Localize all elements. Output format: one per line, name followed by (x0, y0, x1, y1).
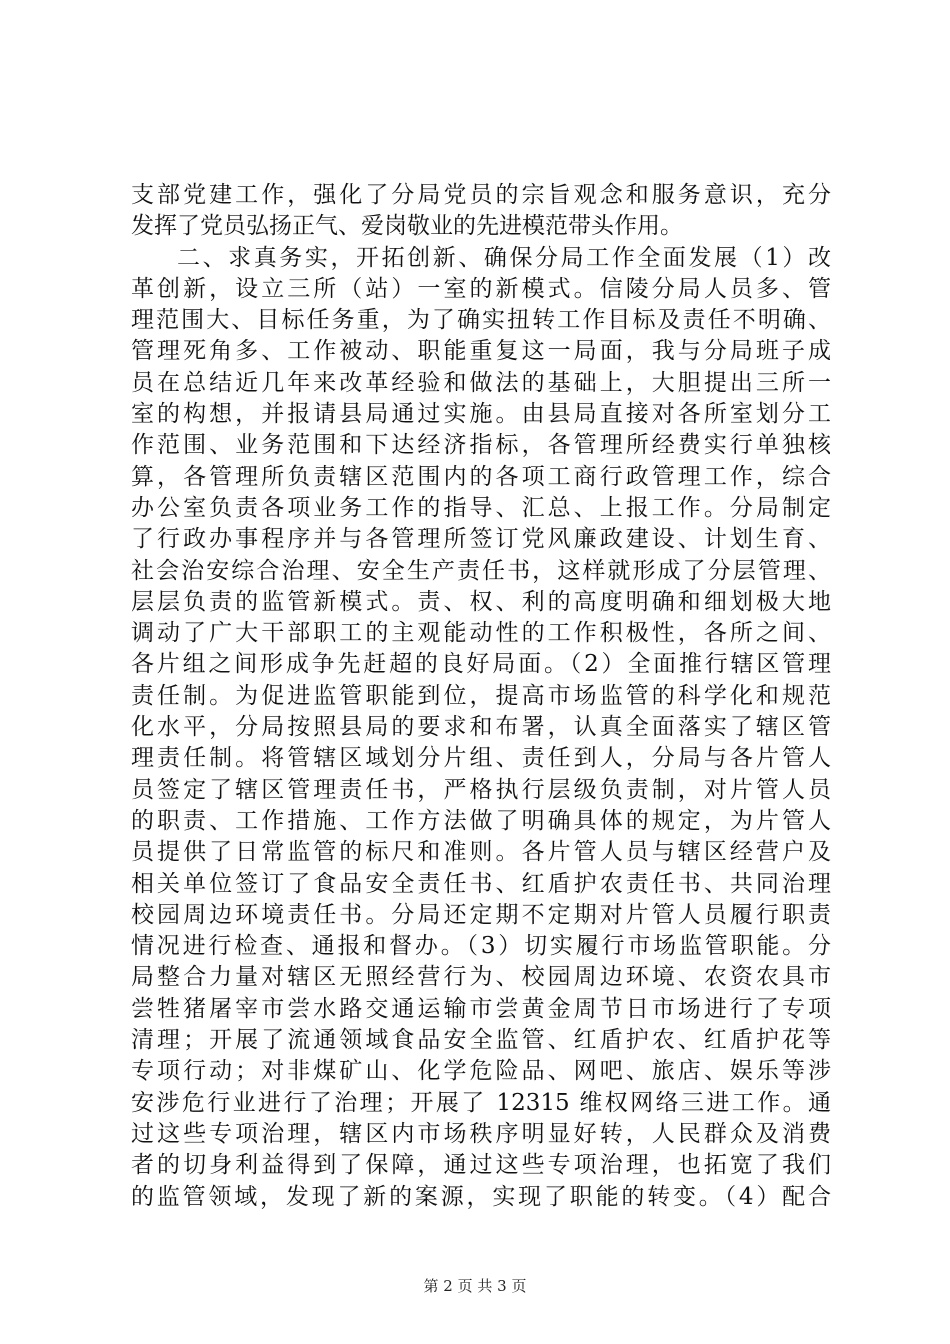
text-line: 清理；开展了流通领域食品安全监管、红盾护农、红盾护花等 (131, 1027, 831, 1054)
text-line: 二、求真务实，开拓创新、确保分局工作全面发展（1）改 (177, 244, 831, 271)
text-line: 尝牲猪屠宰市尝水路交通运输市尝黄金周节日市场进行了专项 (131, 995, 831, 1022)
text-line: 各片组之间形成争先赶超的良好局面。（2）全面推行辖区管理 (131, 651, 831, 678)
text-line: 调动了广大干部职工的主观能动性的工作积极性，各所之间、 (131, 620, 831, 647)
text-line: 员提供了日常监管的标尺和准则。各片管人员与辖区经营户及 (131, 839, 831, 866)
text-line: 室的构想，并报请县局通过实施。由县局直接对各所室划分工 (131, 401, 831, 428)
text-line: 革创新，设立三所（站）一室的新模式。信陵分局人员多、管 (131, 275, 831, 302)
text-line: 相关单位签订了食品安全责任书、红盾护农责任书、共同治理 (131, 870, 831, 897)
text-line: 责任制。为促进监管职能到位，提高市场监管的科学化和规范 (131, 682, 831, 709)
text-line: 办公室负责各项业务工作的指导、汇总、上报工作。分局制定 (131, 494, 831, 521)
text-line: 的职责、工作措施、工作方法做了明确具体的规定，为片管人 (131, 807, 831, 834)
text-line: 发挥了党员弘扬正气、爱岗敬业的先进模范带头作用。 (131, 213, 683, 240)
text-line: 化水平，分局按照县局的要求和布署，认真全面落实了辖区管 (131, 714, 831, 741)
text-line: 理范围大、目标任务重，为了确实扭转工作目标及责任不明确、 (131, 307, 831, 334)
text-line: 员在总结近几年来改革经验和做法的基础上，大胆提出三所一 (131, 369, 831, 396)
text-line: 作范围、业务范围和下达经济指标，各管理所经费实行单独核 (131, 432, 831, 459)
text-line: 过这些专项治理，辖区内市场秩序明显好转，人民群众及消费 (131, 1120, 831, 1147)
text-line: 局整合力量对辖区无照经营行为、校园周边环境、农资农具市 (131, 964, 831, 991)
text-line: 算，各管理所负责辖区范围内的各项工商行政管理工作，综合 (131, 463, 831, 490)
text-line: 社会治安综合治理、安全生产责任书，这样就形成了分层管理、 (131, 557, 831, 584)
text-line: 安涉危行业进行了治理；开展了 12315 维权网络三进工作。通 (131, 1089, 831, 1116)
text-line: 者的切身利益得到了保障，通过这些专项治理，也拓宽了我们 (131, 1152, 831, 1179)
text-line: 管理死角多、工作被动、职能重复这一局面，我与分局班子成 (131, 338, 831, 365)
text-line: 专项行动；对非煤矿山、化学危险品、网吧、旅店、娱乐等涉 (131, 1058, 831, 1085)
text-line: 了行政办事程序并与各管理所签订党风廉政建设、计划生育、 (131, 526, 831, 553)
text-line: 理责任制。将管辖区域划分片组、责任到人，分局与各片管人 (131, 745, 831, 772)
text-line: 情况进行检查、通报和督办。（3）切实履行市场监管职能。分 (131, 933, 831, 960)
text-line: 员签定了辖区管理责任书，严格执行层级负责制，对片管人员 (131, 776, 831, 803)
text-line: 的监管领域，发现了新的案源，实现了职能的转变。（4）配合 (131, 1183, 831, 1210)
text-line: 校园周边环境责任书。分局还定期不定期对片管人员履行职责 (131, 901, 831, 928)
body-text (131, 180, 831, 1213)
text-line: 层层负责的监管新模式。责、权、利的高度明确和细划极大地 (131, 588, 831, 615)
text-line: 支部党建工作，强化了分局党员的宗旨观念和服务意识，充分 (131, 182, 831, 208)
page-number-footer: 第 2 页 共 3 页 (423, 1277, 527, 1295)
